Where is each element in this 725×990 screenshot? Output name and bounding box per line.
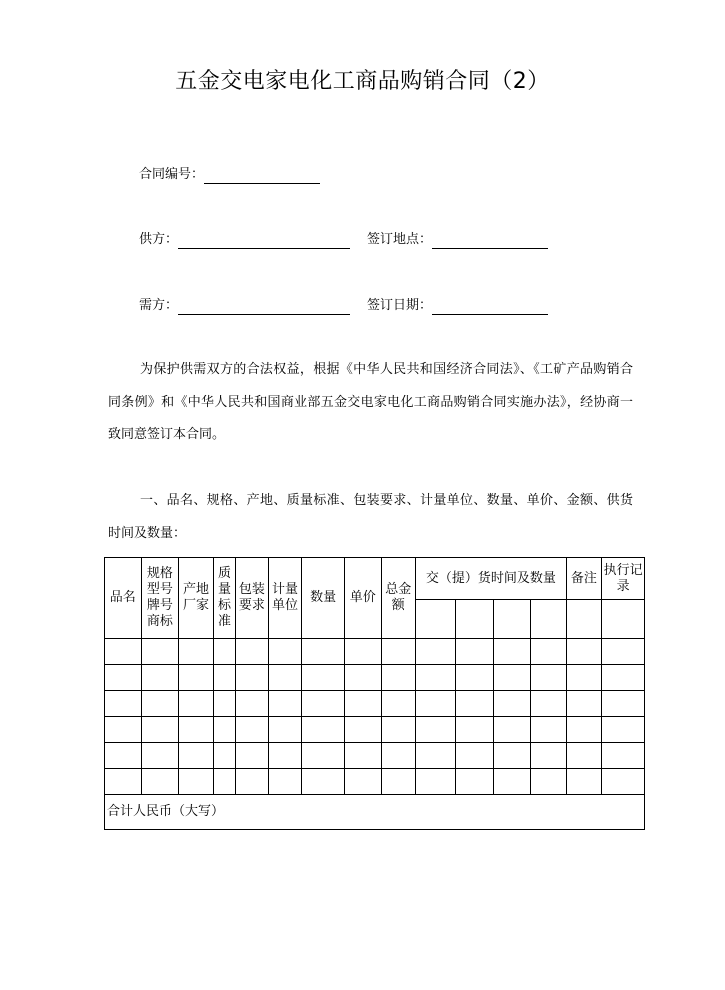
sign-date-label: 签订日期： [367, 298, 433, 313]
supplier-blank[interactable] [178, 232, 350, 249]
supplier-line [139, 231, 350, 249]
table-cell[interactable] [494, 717, 531, 743]
table-cell[interactable] [494, 665, 531, 691]
table-cell[interactable] [602, 639, 645, 665]
table-row [105, 691, 645, 717]
table-cell[interactable] [530, 769, 566, 795]
table-cell[interactable] [179, 717, 214, 743]
table-cell[interactable] [141, 743, 179, 769]
header-origin-manufacturer: 产地厂家 [179, 558, 214, 639]
table-cell[interactable] [236, 691, 269, 717]
table-cell[interactable] [268, 691, 302, 717]
table-cell[interactable] [105, 743, 142, 769]
table-cell[interactable] [302, 691, 345, 717]
table-cell[interactable] [381, 691, 416, 717]
table-cell[interactable] [602, 769, 645, 795]
table-cell[interactable] [416, 743, 456, 769]
table-cell[interactable] [179, 665, 214, 691]
sign-date-blank[interactable] [432, 298, 548, 315]
table-cell[interactable] [455, 743, 494, 769]
table-cell[interactable] [602, 691, 645, 717]
table-cell[interactable] [416, 639, 456, 665]
header-remarks: 备注 [566, 558, 602, 600]
table-cell[interactable] [344, 639, 381, 665]
table-cell[interactable] [416, 691, 456, 717]
table-cell[interactable] [566, 639, 602, 665]
sign-place-label: 签订地点： [367, 232, 433, 247]
supplier-label: 供方： [139, 232, 179, 247]
buyer-line [139, 297, 350, 315]
buyer-blank[interactable] [178, 298, 350, 315]
table-cell[interactable] [141, 717, 179, 743]
table-cell[interactable] [344, 769, 381, 795]
table-row [105, 769, 645, 795]
table-cell[interactable] [566, 743, 602, 769]
table-cell[interactable] [530, 717, 566, 743]
table-cell[interactable] [530, 691, 566, 717]
table-cell[interactable] [141, 691, 179, 717]
table-cell[interactable] [455, 717, 494, 743]
section1-paragraph: 一、品名、规格、产地、质量标准、包装要求、计量单位、数量、单价、金额、供货时间及数量： [108, 493, 633, 541]
table-cell[interactable] [179, 743, 214, 769]
table-cell[interactable] [381, 665, 416, 691]
table-cell[interactable] [602, 665, 645, 691]
table-cell[interactable] [236, 743, 269, 769]
header-unit: 计量单位 [268, 558, 302, 639]
table-cell[interactable] [213, 639, 235, 665]
table-cell[interactable] [416, 717, 456, 743]
sign-date-line [367, 297, 548, 315]
table-cell[interactable] [236, 639, 269, 665]
table-cell[interactable] [141, 769, 179, 795]
table-cell[interactable] [302, 639, 345, 665]
table-cell[interactable] [381, 769, 416, 795]
contract-number-blank[interactable] [204, 167, 320, 184]
header-quantity: 数量 [302, 558, 345, 639]
table-cell[interactable] [416, 665, 456, 691]
header-quality-standard: 质量标准 [213, 558, 235, 639]
table-cell[interactable] [455, 769, 494, 795]
contract-number-label: 合同编号： [139, 167, 205, 182]
table-cell[interactable] [179, 639, 214, 665]
header-unit-price: 单价 [344, 558, 381, 639]
sign-place-line [367, 231, 548, 249]
table-cell[interactable] [602, 717, 645, 743]
table-cell[interactable] [344, 665, 381, 691]
table-cell[interactable] [455, 665, 494, 691]
table-cell[interactable] [566, 665, 602, 691]
table-cell[interactable] [213, 691, 235, 717]
table-row [105, 743, 645, 769]
table-cell[interactable] [344, 743, 381, 769]
table-cell[interactable] [455, 691, 494, 717]
table-row [105, 665, 645, 691]
table-cell[interactable] [268, 639, 302, 665]
table-cell[interactable] [302, 665, 345, 691]
table-cell[interactable] [105, 769, 142, 795]
table-cell[interactable] [602, 743, 645, 769]
table-cell[interactable] [566, 769, 602, 795]
buyer-label: 需方： [139, 298, 179, 313]
table-cell[interactable] [566, 691, 602, 717]
table-cell[interactable] [344, 717, 381, 743]
table-cell[interactable] [236, 717, 269, 743]
table-cell[interactable] [494, 691, 531, 717]
table-cell[interactable] [213, 743, 235, 769]
table-cell[interactable] [105, 665, 142, 691]
table-cell[interactable] [566, 600, 602, 639]
table-cell[interactable] [213, 665, 235, 691]
table-cell[interactable] [494, 743, 531, 769]
table-cell[interactable] [602, 600, 645, 639]
table-cell[interactable] [268, 769, 302, 795]
header-execution-record: 执行记录 [602, 558, 645, 600]
table-cell[interactable] [236, 665, 269, 691]
table-cell[interactable] [455, 639, 494, 665]
table-cell[interactable] [381, 743, 416, 769]
header-total-amount: 总金额 [381, 558, 416, 639]
table-cell[interactable] [494, 769, 531, 795]
table-cell[interactable] [105, 717, 142, 743]
table-cell[interactable] [530, 665, 566, 691]
total-row [105, 795, 645, 830]
document-title: 五金交电家电化工商品购销合同（2） [175, 69, 550, 94]
table-cell[interactable] [416, 600, 456, 639]
table-cell[interactable] [416, 769, 456, 795]
table-cell[interactable] [268, 665, 302, 691]
total-rmb-label: 合计人民币（大写） [105, 795, 645, 830]
header-delivery-time: 交（提）货时间及数量 [416, 558, 566, 600]
table-cell[interactable] [302, 769, 345, 795]
table-cell[interactable] [344, 691, 381, 717]
table-cell[interactable] [566, 717, 602, 743]
header-product-name: 品名 [105, 558, 142, 639]
sign-place-blank[interactable] [432, 232, 548, 249]
table-cell[interactable] [530, 639, 566, 665]
table-cell[interactable] [141, 639, 179, 665]
table-cell[interactable] [236, 769, 269, 795]
table-cell[interactable] [530, 600, 566, 639]
table-cell[interactable] [381, 639, 416, 665]
table-row [105, 639, 645, 665]
table-cell[interactable] [213, 769, 235, 795]
goods-table [104, 557, 645, 830]
table-cell[interactable] [179, 691, 214, 717]
table-cell[interactable] [530, 743, 566, 769]
table-cell[interactable] [105, 639, 142, 665]
header-spec-model-brand: 规格型号牌号商标 [141, 558, 179, 639]
table-row [105, 717, 645, 743]
table-cell[interactable] [455, 600, 494, 639]
contract-number-line [139, 166, 320, 184]
table-cell[interactable] [268, 717, 302, 743]
table-cell[interactable] [105, 691, 142, 717]
table-cell[interactable] [179, 769, 214, 795]
table-cell[interactable] [494, 600, 531, 639]
table-cell[interactable] [268, 743, 302, 769]
table-cell[interactable] [302, 717, 345, 743]
table-cell[interactable] [213, 717, 235, 743]
table-cell[interactable] [494, 639, 531, 665]
table-cell[interactable] [141, 665, 179, 691]
intro-paragraph: 为保护供需双方的合法权益，根据《中华人民共和国经济合同法》、《工矿产品购销合同条例》和《中华人民共和国商业部五金交电家电化工商品购销合同实施办法》，经协商一致同意签订本合同。 [108, 362, 633, 442]
table-cell[interactable] [302, 743, 345, 769]
table-cell[interactable] [381, 717, 416, 743]
header-packaging: 包装要求 [236, 558, 269, 639]
